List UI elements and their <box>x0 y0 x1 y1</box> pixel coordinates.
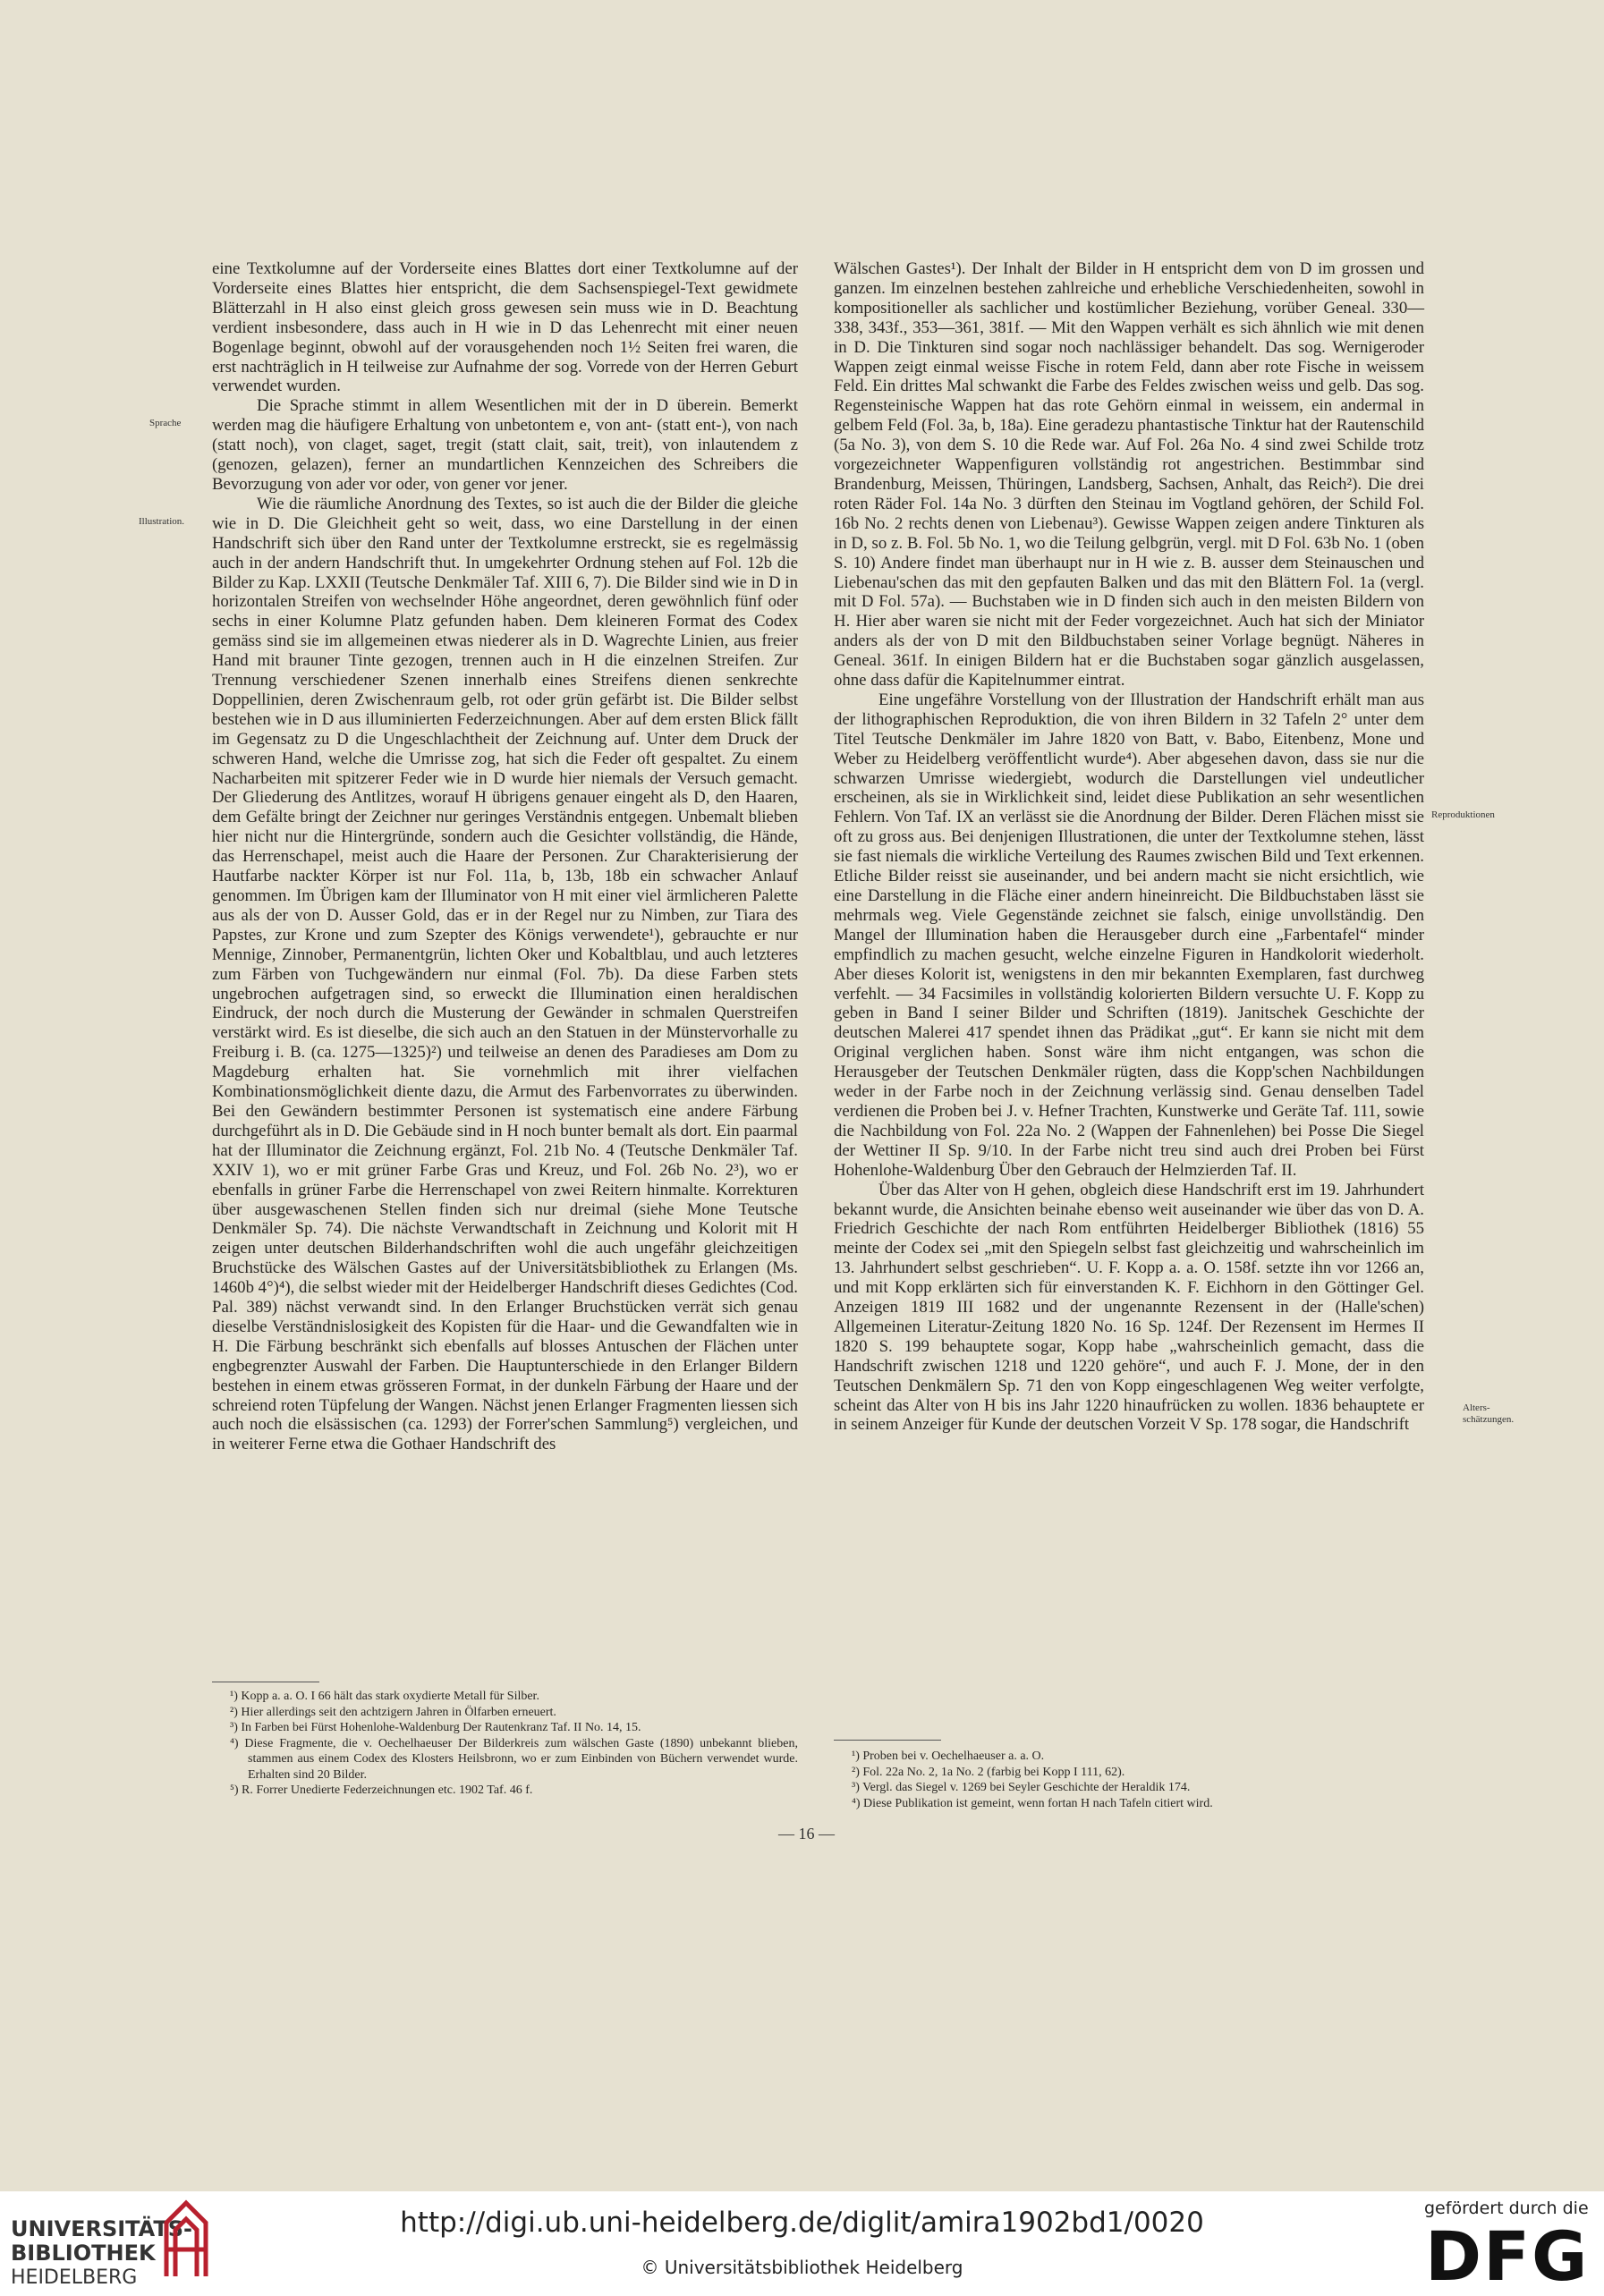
footnote: ¹) Kopp a. a. O. I 66 hält das stark oxydierte Metall für Silber. <box>230 1690 539 1703</box>
dfg-logo[interactable]: DFG <box>1425 2216 1590 2296</box>
paragraph: Wälschen Gastes¹). Der Inhalt der Bilder in H entspricht dem von D im grossen und ganzen. Im einzelnen bestehen zahlreiche und erhebliche Verschiedenheiten, sowohl in kompositioneller als sachlicher und kostümlicher Beziehung, vorüber Geneal. 330—338, 343f., 353—361, 381f. — Mit den Wappen verhält es sich ähnlich wie mit denen in D. Die Tinkturen sind sogar noch nachlässiger behandelt. Das sog. Wernigeroder Wappen zeigt einmal weisse Fische in rotem Feld, dann aber rote Fische in weissem Feld. Ein drittes Mal schwankt die Farbe des Feldes zwischen weiss und gelb. Das sog. Regensteinische Wappen hat das rote Gehörn einmal in weissem, ein andermal in gelbem Feld (Fol. 3a, b, 18a). Eine geradezu phantastische Tinktur hat der Rautenschild (5a No. 3), von dem S. 10 die Rede war. Auf Fol. 26a No. 4 sind zwei Schilde trotz vorgezeichneter Wappenfiguren vollständig rot angestrichen. Bestimmbar sind Brandenburg, Meissen, Thüringen, Landsberg, Sachsen, Anhalt, das Reich²). Die drei roten Räder Fol. 14a No. 3 dürften den Steinau im Vogtland gehören, der Schild Fol. 16b No. 2 rechts denen von Liebenau³). Gewisse Wappen zeigen andere Tinkturen als in D, so z. B. Fol. 5b No. 1, wo die Teilung gelbgrün, vergl. mit D Fol. 63b No. 1 (oben S. 10) Andere findet man überhaupt nur in H wie z. B. ausser dem Steinauschen und Liebenau'schen das mit den gepfauten Balken und das mit den Blättern Fol. 1a (vergl. mit D Fol. 57a). — Buchstaben wie in D finden sich auch in den meisten Bildern von H. Hier aber waren sie nicht mit der Feder vorgezeichnet. Auch hat sich der Miniator anders als der von D mit den Bildbuchstaben seiner Vorlage begnügt. Näheres in Geneal. 361f. In einigen Bildern hat er die Buchstaben sogar gänzlich ausgelassen, ohne dass dafür die Kapitelnummer eintrat. <box>834 259 1424 690</box>
permalink-url[interactable]: http://digi.ub.uni-heidelberg.de/diglit/amira1902bd1/0020 <box>400 2207 1204 2239</box>
paragraph: Die Sprache stimmt in allem Wesentlichen mit der in D überein. Bemerkt werden mag die häufigere Erhaltung von unbetontem e, von ant- (statt ent-), von nach (statt noch), von claget, saget, tregit (statt clait, sait, treit), von inlautendem z (genozen, gelazen), ferner an mundartlichen Kennzeichen des Schreibers die Bevorzugung von ader vor oder, von gener vor jener. <box>212 396 798 494</box>
logo-line-2: BIBLIOTHEK <box>11 2241 156 2266</box>
margin-note-alters-line1: Alters- <box>1463 1402 1490 1413</box>
footnote: ²) Hier allerdings seit den achtzigern Jahren in Ölfarben erneuert. <box>230 1705 556 1719</box>
footnote: ⁵) R. Forrer Unedierte Federzeichnungen etc. 1902 Taf. 46 f. <box>230 1783 533 1797</box>
margin-note-reproduktionen: Reproduktionen <box>1431 809 1495 820</box>
paragraph: Wie die räumliche Anordnung des Textes, so ist auch die der Bilder die gleiche wie in D. Die Gleichheit geht so weit, dass, wo eine Darstellung in der einen Handschrift sich über den Rand unter der Textkolumne erstreckt, sie es regelmässig auch in der andern Handschrift thut. In umgekehrter Ordnung stehen auf Fol. 12b die Bilder zu Kap. LXXII (Teutsche Denkmäler Taf. XIII 6, 7). Die Bilder sind wie in D in horizontalen Streifen von wechselnder Höhe angeordnet, deren gewöhnlich fünf oder sechs in einer Kolumne Platz gefunden haben. Dem kleineren Format des Codex gemäss sind sie im allgemeinen etwas niederer als in D. Wagrechte Linien, aus freier Hand mit brauner Tinte gezogen, trennen auch in H die einzelnen Streifen. Zur Trennung verschiedener Szenen innerhalb eines Streifens dienen senkrechte Doppellinien, deren Zwischenraum gelb, rot oder grün gefärbt ist. Die Bilder selbst bestehen wie in D aus illuminierten Federzeichnungen. Aber auf dem ersten Blick fällt im Gegensatz zu D die Ungeschlachtheit der Zeichnung auf. Unter dem Druck der schweren Hand, welche die Umrisse zog, hat sich die Feder oft gespaltet. Zu einem Nacharbeiten mit spitzerer Feder wie in D wurde hier niemals der Versuch gemacht. Der Gliederung des Antlitzes, worauf H übrigens genauer eingeht als D, den Haaren, dem Gefälte bringt der Zeichner nur geringes Verständnis entgegen. Unbemalt blieben hier nicht nur die Hintergründe, sondern auch die Gesichter vollständig, die Hände, das Herrenschapel, meist auch die Haare der Personen. Zur Charakterisierung der Hautfarbe nackter Körper ist nur Fol. 11a, b, 13b, 18b ein schwacher Anlauf genommen. Im Übrigen kam der Illuminator von H mit einer viel ärmlicheren Palette aus als der von D. Ausser Gold, das er in der Regel nur zu Nimben, zur Tiara des Papstes, zur Krone und zum Szepter des Königs verwendete¹), gebrauchte er nur Mennige, Zinnober, Permanentgrün, lichten Oker und Kobaltblau, und auch letzteres zum Färben von Tuchgewändern nur einmal (Fol. 7b). Da diese Farben stets ungebrochen aufgetragen sind, so erweckt die Illumination einen heraldischen Eindruck, der noch durch die Musterung der Gewänder in schmalen Querstreifen verstärkt wird. Es ist dieselbe, die sich auch an den Statuen in der Münstervorhalle zu Freiburg i. B. (ca. 1275—1325)²) und teilweise an denen des Paradieses am Dom zu Magdeburg erhalten hat. Sie vornehmlich mit ihrer vielfachen Kombinationsmöglichkeit diente dazu, die Armut des Farbenvorrates zu überwinden. Bei den Gewändern bestimmter Personen ist systematisch eine andere Färbung durchgeführt als in D. Die Gebäude sind in H noch bunter bemalt als dort. Ein paarmal hat der Illuminator die Zeichnung ergänzt, Fol. 21b No. 4 (Teutsche Denkmäler Taf. XXIV 1), wo er mit grüner Farbe Gras und Kreuz, und Fol. 26b No. 2³), wo er ebenfalls in grüner Farbe die Herrenschapel von zwei Reitern hinmalte. Korrekturen über ausgewaschenen Stellen finden sich nur dreimal (siehe Mone Teutsche Denkmäler Sp. 74). Die nächste Verwandtschaft in Zeichnung und Kolorit mit H zeigen unter deutschen Bilderhandschriften wohl die auch ungefähr gleichzeitigen Bruchstücke des Wälschen Gastes auf der Universitätsbibliothek zu Erlangen (Ms. 1460b 4°)⁴), die selbst wieder mit der Heidelberger Handschrift dieses Gedichtes (Cod. Pal. 389) nächst verwandt sind. In den Erlanger Bruchstücken verrät sich genau dieselbe Verständnislosigkeit des Kopisten für die Haar- und die Gewandfalten wie in H. Die Färbung beschränkt sich ebenfalls auf blosses Antuschen der Flächen unter engbegrenzter Auswahl der Farben. Die Hauptunterschiede in den Erlanger Bildern bestehen in einem etwas grösseren Format, in der dunkeln Färbung der Haare und der schreiend roten Tüpfelung der Wangen. Nächst jenen Erlanger Fragmenten liessen sich auch noch die elsässischen (ca. 1293) der Forrer'schen Sammlung⁵) vergleichen, und in weiterer Ferne etwa die Gothaer Handschrift des <box>212 494 798 1454</box>
logo-line-3: HEIDELBERG <box>11 2266 138 2289</box>
margin-note-alters <box>1463 1402 1514 1426</box>
footnote-rule-right <box>834 1740 941 1741</box>
footnote: ³) Vergl. das Siegel v. 1269 bei Seyler Geschichte der Heraldik 174. <box>852 1781 1191 1794</box>
footnotes-left <box>212 1689 798 1799</box>
footnote: ²) Fol. 22a No. 2, 1a No. 2 (farbig bei Kopp I 111, 62). <box>852 1765 1125 1779</box>
paragraph: eine Textkolumne auf der Vorderseite eines Blattes dort einer Textkolumne auf der Vorderseite eines Blattes hier entspricht, die dem Sachsenspiegel-Text gewidmete Blätterzahl in H also einst gleich gross gewesen sein muss wie in D. Beachtung verdient insbesondere, dass auch in H wie in D das Lehenrecht mit einer neuen Bogenlage beginnt, obwohl auf der vorausgehenden noch 1½ Seiten frei waren, die erst nachträglich in H teilweise zur Aufnahme der sog. Vorrede von der Herren Geburt verwendet wurden. <box>212 259 798 396</box>
footnote: ⁴) Diese Publikation ist gemeint, wenn fortan H nach Tafeln citiert wird. <box>852 1796 1213 1810</box>
copyright-notice: © Universitätsbibliothek Heidelberg <box>641 2257 963 2278</box>
paragraph: Über das Alter von H gehen, obgleich diese Handschrift erst im 19. Jahrhundert bekannt wurde, die Ansichten beinahe ebenso weit auseinander wie über das von D. A. Friedrich Geschichte der nach Rom entführten Heidelberger Bibliothek (1816) 55 meinte der Codex sei „mit den Spiegeln selbst fast gleichzeitig und wahrscheinlich im 13. Jahrhundert selbst geschrieben“. U. F. Kopp a. a. O. 158f. setzte ihn vor 1266 an, und mit Kopp erklärten sich für einverstanden K. F. Eichhorn in den Göttinger Gel. Anzeigen 1819 III 1682 und der ungenannte Rezensent in der (Halle'schen) Allgemeinen Literatur-Zeitung 1820 No. 16 Sp. 124f. Der Rezensent im Hermes II 1820 S. 199 behauptete sogar, Kopp habe „wahrscheinlich gemacht, dass die Handschrift zwischen 1218 und 1220 gehöre“, und auch F. J. Mone, der in den Teutschen Denkmälern Sp. 71 den von Kopp eingeschlagenen Weg weiter verfolgte, scheint das Alter von H bis ins Jahr 1220 hinaufrücken zu wollen. 1836 behauptete er in seinem Anzeiger für Kunde der deutschen Vorzeit V Sp. 178 sogar, die Handschrift <box>834 1180 1424 1435</box>
margin-note-sprache: Sprache <box>149 418 182 428</box>
text-column-left <box>212 259 798 1454</box>
footnote: ⁴) Diese Fragmente, die v. Oechelhaeuser Der Bilderkreis zum wälschen Gaste (1890) unbekannt blieben, stammen aus einem Codex des Klosters Heilsbronn, wo er zum Einbinden von Büchern verwendet wurde. Erhalten sind 20 Bilder. <box>230 1736 798 1782</box>
page-number: — 16 — <box>778 1825 835 1843</box>
footnote: ³) In Farben bei Fürst Hohenlohe-Waldenburg Der Rautenkranz Taf. II No. 14, 15. <box>230 1721 641 1734</box>
margin-note-illustration: Illustration. <box>139 516 185 527</box>
paragraph: Eine ungefähre Vorstellung von der Illustration der Handschrift erhält man aus der lithographischen Reproduktion, die von ihren Bildern in 32 Tafeln 2° unter dem Titel Teutsche Denkmäler im Jahre 1820 von Batt, v. Babo, Eitenbenz, Mone und Weber zu Heidelberg veröffentlicht wurde⁴). Aber abgesehen davon, dass sie nur die schwarzen Umrisse wiedergiebt, wodurch die Darstellungen viel undeutlicher erscheinen, als sie in Wirklichkeit sind, leidet diese Publikation an sehr wesentlichen Fehlern. Von Taf. IX an verlässt sie die Anordnung der Bilder. Deren Flächen misst sie oft zu gross aus. Bei denjenigen Illustrationen, die unter der Textkolumne stehen, lässt sie fast niemals die wirkliche Verteilung des Raumes zwischen Bild und Text erkennen. Etliche Bilder reisst sie auseinander, und bei andern macht sie nicht ersichtlich, wie eine Darstellung in die Fläche einer andern hineinreicht. Die Bildbuchstaben lässt sie mehrmals weg. Viele Gegenstände zeichnet sie falsch, einige unvollständig. Den Mangel der Illumination haben die Herausgeber durch eine „Farbentafel“ minder empfindlich zu machen gesucht, welche einzelne Figuren in Handkolorit wiederholt. Aber dieses Kolorit ist, wenigstens in den mir bekannten Exemplaren, fast durchweg verfehlt. — 34 Facsimiles in vollständig kolorierten Bildern versuchte U. F. Kopp zu geben in Band I seiner Bilder und Schriften (1819). Janitschek Geschichte der deutschen Malerei 417 spendet ihnen das Prädikat „gut“. Er kann sie nicht mit dem Original verglichen haben. Sonst wäre ihm nicht entgangen, was schon die Herausgeber der Teutschen Denkmäler rügten, dass die Kopp'schen Nachbildungen weder in der Farbe noch in der Zeichnung verlässig sind. Genau denselben Tadel verdienen die Proben bei J. v. Hefner Trachten, Kunstwerke und Geräte Taf. 111, sowie die Nachbildung von Fol. 22a No. 2 (Wappen der Fahnenlehen) bei Posse Die Siegel der Wettiner II Sp. 9/10. In der Farbe nicht treu sind auch drei Proben bei Fürst Hohenlohe-Waldenburg Über den Gebrauch der Helmzierden Taf. II. <box>834 690 1424 1180</box>
margin-note-alters-line2: schätzungen. <box>1463 1414 1515 1425</box>
dfg-caption: gefördert durch die <box>1424 2199 1589 2218</box>
text-column-right <box>834 259 1424 1435</box>
footnote: ¹) Proben bei v. Oechelhaeuser a. a. O. <box>852 1750 1045 1763</box>
logo-line-1: UNIVERSITÄTS- <box>11 2216 193 2241</box>
footnotes-right <box>834 1749 1424 1811</box>
